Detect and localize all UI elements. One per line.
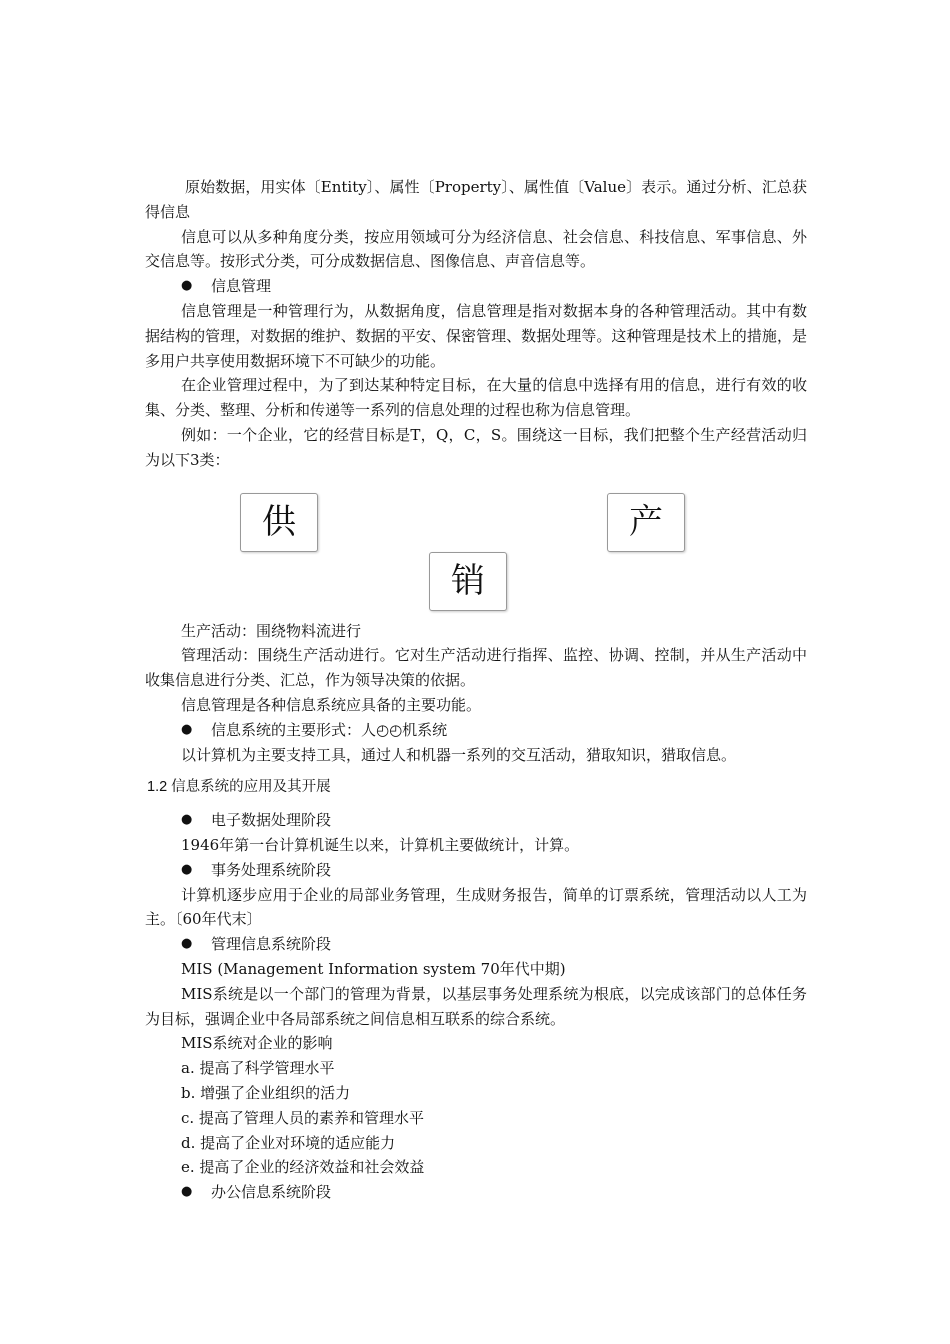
activity-boxes <box>145 493 807 619</box>
bullet-label: 事务处理系统阶段 <box>211 860 332 879</box>
bullet-dot-icon: ● <box>181 861 193 877</box>
bullet-label: 管理信息系统阶段 <box>211 935 332 954</box>
bullet-label: 信息管理 <box>211 277 272 296</box>
paragraph-info-function: 信息管理是各种信息系统应具备的主要功能。 <box>181 695 482 714</box>
bullet-dot-icon: ● <box>181 812 193 828</box>
bullet-dot-icon: ● <box>181 936 193 952</box>
paragraph-raw-data: 原始数据，用实体〔Entity〕、属性〔Property〕、属性值〔Value〕表示。通过分析、汇总获得信息 <box>145 178 807 221</box>
list-item: c. 提高了管理人员的素养和管理水平 <box>181 1108 424 1127</box>
paragraph-mgmt-definition: 信息管理是一种管理行为，从数据角度，信息管理是指对数据本身的各种管理活动。其中有数据结构的管理，对数据的维护、数据的平安、保密管理、数据处理等。这种管理是技术上的措施，是多用户共享使用数据环境下不可缺少的功能。 <box>145 301 807 370</box>
list-item: b. 增强了企业组织的活力 <box>181 1083 351 1102</box>
paragraph-info-classification: 信息可以从多种角度分类，按应用领域可分为经济信息、社会信息、科技信息、军事信息、外交信息等。按形式分类，可分成数据信息、图像信息、声音信息等。 <box>145 227 807 271</box>
bullet-label: 电子数据处理阶段 <box>211 811 332 830</box>
bullet-label: 办公信息系统阶段 <box>211 1183 332 1202</box>
paragraph-management-activity: 管理活动：围绕生产活动进行。它对生产活动进行指挥、监控、协调、控制，并从生产活动中收集信息进行分类、汇总，作为领导决策的依据。 <box>145 646 807 690</box>
box-production: 产 <box>607 493 685 552</box>
section-heading: 1.2 信息系统的应用及其开展 <box>147 779 331 796</box>
list-item: a. 提高了科学管理水平 <box>181 1059 335 1078</box>
list-item: d. 提高了企业对环境的适应能力 <box>181 1133 396 1152</box>
paragraph-stage-tps: 计算机逐步应用于企业的局部业务管理，生成财务报告，简单的订票系统，管理活动以人工为主。〔60年代末〕 <box>145 885 807 929</box>
paragraph-stage-edp: 1946年第一台计算机诞生以来，计算机主要做统计，计算。 <box>181 835 580 854</box>
bullet-dot-icon: ● <box>181 278 193 294</box>
bullet-dot-icon: ● <box>181 721 193 737</box>
paragraph-mis-impact-title: MIS系统对企业的影响 <box>181 1034 333 1053</box>
bullet-stage-mis <box>145 932 807 957</box>
bullet-label: 信息系统的主要形式：人◴◴机系统 <box>211 720 448 739</box>
bullet-main-form <box>145 718 807 743</box>
paragraph-computer-tool: 以计算机为主要支持工具，通过人和机器一系列的交互活动，猎取知识，猎取信息。 <box>181 745 737 764</box>
paragraph-mgmt-process: 在企业管理过程中，为了到达某种特定目标，在大量的信息中选择有用的信息，进行有效的收集、分类、整理、分析和传递等一系列的信息处理的过程也称为信息管理。 <box>145 376 807 420</box>
list-item: e. 提高了企业的经济效益和社会效益 <box>181 1158 425 1177</box>
bullet-stage-tps <box>145 858 807 883</box>
bullet-stage-office <box>145 1180 807 1205</box>
bullet-stage-edp <box>145 808 807 833</box>
box-supply: 供 <box>240 493 318 552</box>
paragraph-example: 例如：一个企业，它的经营目标是T，Q，C，S。围绕这一目标，我们把整个生产经营活动归为以下3类： <box>145 425 807 469</box>
paragraph-mis-line: MIS (Management Information system 70年代中期) <box>181 959 566 978</box>
bullet-info-management <box>145 274 807 299</box>
bullet-dot-icon: ● <box>181 1184 193 1200</box>
paragraph-production-activity: 生产活动：围绕物料流进行 <box>181 621 362 640</box>
document-page <box>145 175 807 1205</box>
paragraph-mis-description: MIS系统是以一个部门的管理为背景，以基层事务处理系统为根底，以完成该部门的总体任务为目标，强调企业中各局部系统之间信息相互联系的综合系统。 <box>145 984 807 1028</box>
box-sales: 销 <box>429 552 507 611</box>
